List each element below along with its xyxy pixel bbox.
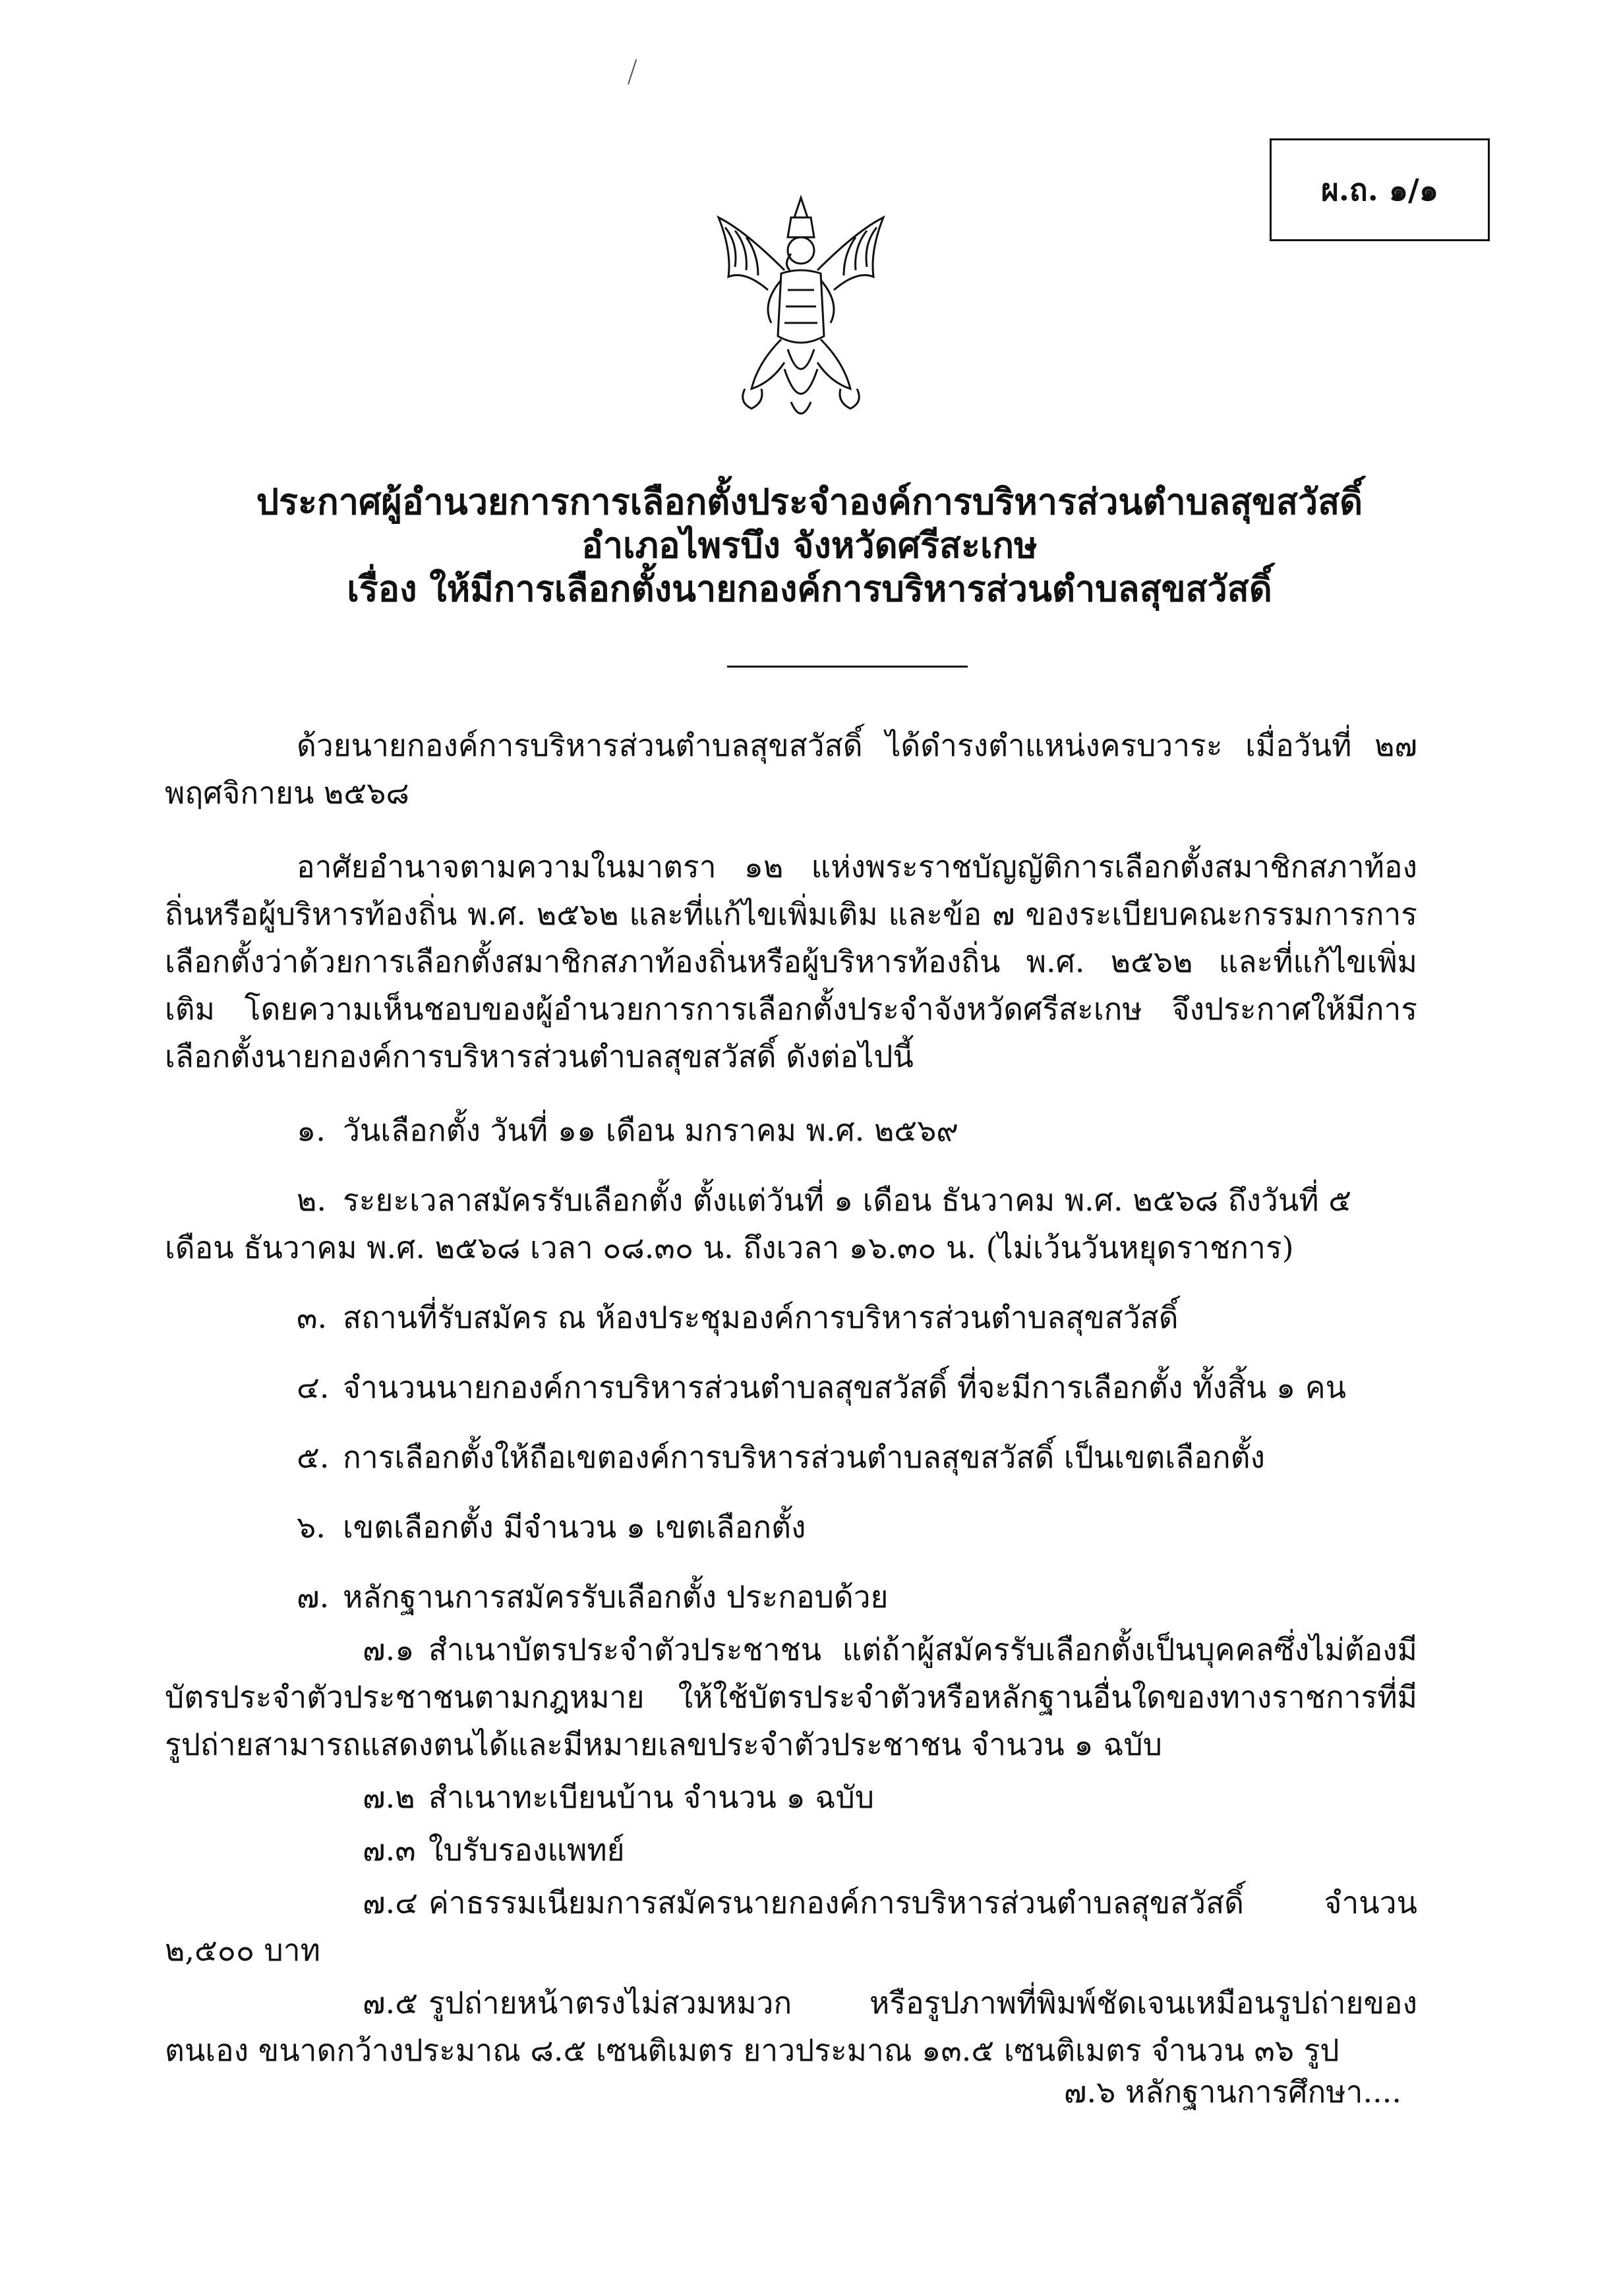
sub-item: ๗.๓ ใบรับรองแพทย์ bbox=[363, 1832, 625, 1868]
sub-item: ๗.๑ สำเนาบัตรประจำตัวประชาชน แต่ถ้าผู้สมัครรับเลือกตั้งเป็นบุคคลซึ่งไม่ต้องมีบัตรประจำตัวประชาชนตามกฎหมาย ให้ใช้บัตรประจำตัวหรือหลักฐานอื่นใดของทางราชการที่มีรูปถ่ายสามารถแสดงตนได้และมีหมายเลขประจำตัวประชาชน จำนวน ๑ ฉบับ bbox=[165, 1632, 1417, 1762]
continued-footer: ๗.๖ หลักฐานการศึกษา.... bbox=[1063, 2074, 1401, 2109]
list-item: ๗. หลักฐานการสมัครรับเลือกตั้ง ประกอบด้วย bbox=[297, 1579, 889, 1615]
title-line-3: เรื่อง ให้มีการเลือกตั้งนายกองค์การบริหารส่วนตำบลสุขสวัสดิ์ bbox=[347, 567, 1272, 610]
paragraph-1: ด้วยนายกองค์การบริหารส่วนตำบลสุขสวัสดิ์ ได้ดำรงตำแหน่งครบวาระ เมื่อวันที่ ๒๗ พฤศจิกายน ๒๕๖๘ bbox=[165, 728, 1417, 811]
list-item: ๑. วันเลือกตั้ง วันที่ ๑๑ เดือน มกราคม พ.ศ. ๒๕๖๙ bbox=[297, 1112, 958, 1148]
sub-item: ๗.๒ สำเนาทะเบียนบ้าน จำนวน ๑ ฉบับ bbox=[363, 1779, 875, 1815]
garuda-emblem-icon bbox=[705, 191, 897, 428]
form-code-box bbox=[1270, 138, 1490, 241]
paragraph-2: อาศัยอำนาจตามความในมาตรา ๑๒ แห่งพระราชบัญญัติการเลือกตั้งสมาชิกสภาท้องถิ่นหรือผู้บริหารท้องถิ่น พ.ศ. ๒๕๖๒ และที่แก้ไขเพิ่มเติม และข้อ ๗ ของระเบียบคณะกรรมการการเลือกตั้งว่าด้วยการเลือกตั้งสมาชิกสภาท้องถิ่นหรือผู้บริหารท้องถิ่น พ.ศ. ๒๕๖๒ และที่แก้ไขเพิ่มเติม โดยความเห็นชอบของผู้อำนวยการการเลือกตั้งประจำจังหวัดศรีสะเกษ จึงประกาศให้มีการเลือกตั้งนายกองค์การบริหารส่วนตำบลสุขสวัสดิ์ ดังต่อไปนี้ bbox=[165, 849, 1417, 1074]
announcement-body bbox=[165, 722, 1417, 2079]
list-item: ๔. จำนวนนายกองค์การบริหารส่วนตำบลสุขสวัสดิ์ ที่จะมีการเลือกตั้ง ทั้งสิ้น ๑ คน bbox=[297, 1369, 1347, 1405]
title-line-1: ประกาศผู้อำนวยการการเลือกตั้งประจำองค์การบริหารส่วนตำบลสุขสวัสดิ์ bbox=[256, 480, 1363, 523]
form-code-label: ผ.ถ. ๑/๑ bbox=[1320, 171, 1439, 208]
list-item: ๒. ระยะเวลาสมัครรับเลือกตั้ง ตั้งแต่วันที่ ๑ เดือน ธันวาคม พ.ศ. ๒๕๖๘ ถึงวันที่ ๕ เดือน ธันวาคม พ.ศ. ๒๕๖๘ เวลา ๐๘.๓๐ น. ถึงเวลา ๑๖.๓๐ น. (ไม่เว้นวันหยุดราชการ) bbox=[165, 1182, 1352, 1265]
list-item: ๓. สถานที่รับสมัคร ณ ห้องประชุมองค์การบริหารส่วนตำบลสุขสวัสดิ์ bbox=[297, 1300, 1179, 1335]
title-line-2: อำเภอไพรบึง จังหวัดศรีสะเกษ bbox=[581, 524, 1038, 566]
announcement-title bbox=[0, 480, 1619, 610]
scan-mark bbox=[628, 59, 641, 86]
title-divider bbox=[727, 666, 968, 668]
sub-item: ๗.๔ ค่าธรรมเนียมการสมัครนายกองค์การบริหารส่วนตำบลสุขสวัสดิ์ จำนวน ๒,๕๐๐ บาท bbox=[165, 1885, 1417, 1968]
sub-item: ๗.๕ รูปถ่ายหน้าตรงไม่สวมหมวก หรือรูปภาพที่พิมพ์ชัดเจนเหมือนรูปถ่ายของตนเอง ขนาดกว้างประมาณ ๘.๕ เซนติเมตร ยาวประมาณ ๑๓.๕ เซนติเมตร จำนวน ๓๖ รูป bbox=[165, 1985, 1417, 2068]
list-item: ๕. การเลือกตั้งให้ถือเขตองค์การบริหารส่วนตำบลสุขสวัสดิ์ เป็นเขตเลือกตั้ง bbox=[297, 1439, 1266, 1475]
list-item: ๖. เขตเลือกตั้ง มีจำนวน ๑ เขตเลือกตั้ง bbox=[297, 1509, 806, 1545]
